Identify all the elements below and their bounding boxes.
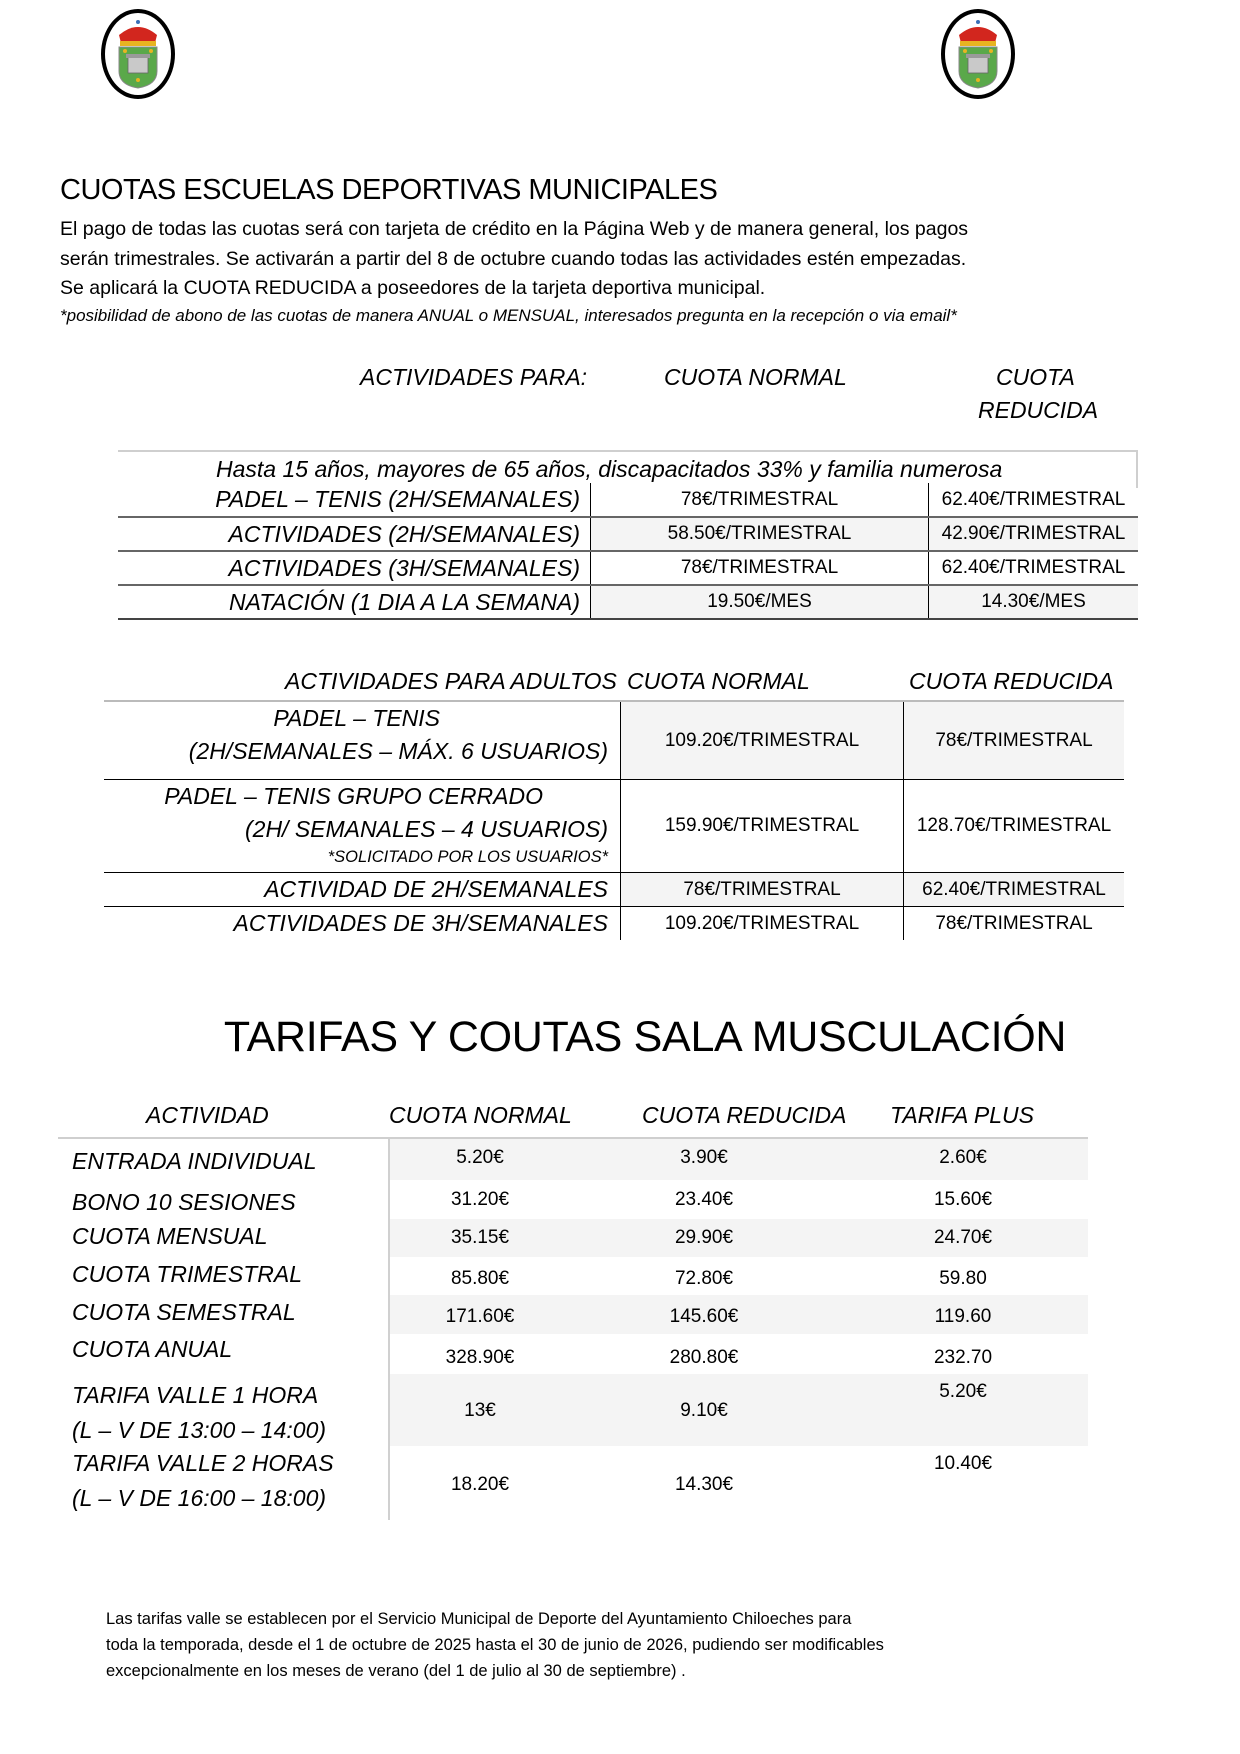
table-row [58, 1374, 1088, 1446]
row-reduced: 280.80€ [669, 1347, 739, 1368]
table-row [58, 1180, 1088, 1219]
row-plus: 119.60 [838, 1295, 1088, 1334]
row-reduced: 78€/TRIMESTRAL [903, 702, 1124, 779]
table-row [58, 1219, 1088, 1257]
table-row [58, 1334, 1088, 1374]
gym-header-normal: CUOTA NORMAL [389, 1102, 572, 1128]
row-activity-line2: (L – V DE 16:00 – 18:00) [72, 1485, 327, 1511]
row-activity [104, 702, 620, 779]
gym-title: TARIFAS Y COUTAS SALA MUSCULACIÓN [223, 1013, 1067, 1061]
row-normal: 109.20€/TRIMESTRAL [620, 907, 903, 940]
row-activity [58, 1374, 388, 1446]
row-normal: 78€/TRIMESTRAL [590, 483, 928, 516]
row-normal: 13€ [388, 1374, 570, 1446]
row-activity: ACTIVIDADES (2H/SEMANALES) [228, 521, 580, 547]
table-row [58, 1295, 1088, 1334]
schools-intro [60, 215, 968, 328]
row-reduced: 62.40€/TRIMESTRAL [928, 483, 1138, 516]
table-row [58, 1139, 1088, 1180]
row-activity: ACTIVIDADES DE 3H/SEMANALES [233, 910, 608, 936]
row-plus: 24.70€ [838, 1219, 1088, 1257]
row-activity: NATACIÓN (1 DIA A LA SEMANA) [228, 589, 580, 615]
table-row [104, 872, 1124, 906]
row-normal: 78€/TRIMESTRAL [590, 552, 928, 584]
row-reduced: 72.80€ [674, 1268, 734, 1289]
footer-line: excepcionalmente en los meses de verano (del 1 de julio al 30 de septiembre) . [106, 1662, 686, 1680]
row-reduced: 14.30€/MES [928, 586, 1138, 618]
row-activity: ACTIVIDADES (3H/SEMANALES) [228, 555, 580, 581]
row-activity: CUOTA ANUAL [72, 1336, 233, 1362]
row-normal: 58.50€/TRIMESTRAL [590, 518, 928, 550]
row-plus: 5.20€ [838, 1374, 1088, 1446]
row-reduced: 62.40€/TRIMESTRAL [903, 873, 1124, 906]
youth-header-activity: ACTIVIDADES PARA: [360, 364, 588, 390]
adults-header-activity: ACTIVIDADES PARA ADULTOS [285, 668, 617, 694]
row-reduced: 29.90€ [570, 1219, 838, 1257]
row-plus: 2.60€ [838, 1139, 1088, 1180]
coat-of-arms-icon [951, 19, 1005, 89]
table-row [118, 518, 1138, 552]
row-plus: 232.70 [933, 1347, 993, 1368]
valley-rates-note [106, 1606, 884, 1684]
row-plus: 59.80 [939, 1268, 987, 1289]
row-normal: 171.60€ [388, 1295, 570, 1334]
footer-line: toda la temporada, desde el 1 de octubre de 2025 hasta el 30 de junio de 2026, pudiendo ser modificables [106, 1636, 884, 1654]
youth-group-label: Hasta 15 años, mayores de 65 años, discapacitados 33% y familia numerosa [216, 456, 1003, 482]
row-reduced: 3.90€ [570, 1139, 838, 1180]
row-activity-note: *SOLICITADO POR LOS USUARIOS* [327, 848, 608, 866]
row-activity [104, 780, 620, 872]
row-normal: 19.50€/MES [590, 586, 928, 618]
row-activity-line2: (2H/SEMANALES – MÁX. 6 USUARIOS) [188, 738, 608, 764]
table-row [104, 700, 1124, 779]
row-reduced: 14.30€ [674, 1474, 734, 1495]
row-activity: CUOTA TRIMESTRAL [72, 1261, 303, 1287]
table-row [118, 586, 1138, 620]
table-row [118, 552, 1138, 586]
row-reduced: 42.90€/TRIMESTRAL [928, 518, 1138, 550]
row-activity: ENTRADA INDIVIDUAL [72, 1148, 317, 1174]
row-normal: 18.20€ [388, 1446, 570, 1520]
gym-header-reduced: CUOTA REDUCIDA [642, 1102, 847, 1128]
footer-line: Las tarifas valle se establecen por el Servicio Municipal de Deporte del Ayuntamiento Chiloeches para [106, 1610, 852, 1628]
table-row [104, 779, 1124, 872]
table-row [104, 906, 1124, 940]
row-activity-line1: TARIFA VALLE 2 HORAS [72, 1450, 334, 1476]
row-normal: 5.20€ [388, 1139, 570, 1180]
youth-group-band [118, 450, 1138, 482]
row-reduced: 128.70€/TRIMESTRAL [903, 780, 1124, 872]
row-activity-line2: (2H/ SEMANALES – 4 USUARIOS) [245, 816, 608, 842]
intro-line: El pago de todas las cuotas será con tarjeta de crédito en la Página Web y de manera general, los pagos [60, 218, 969, 240]
gym-header-plus: TARIFA PLUS [890, 1102, 1034, 1128]
table-row [118, 483, 1138, 518]
row-reduced: 62.40€/TRIMESTRAL [928, 552, 1138, 584]
payment-note: *posibilidad de abono de las cuotas de manera ANUAL o MENSUAL, interesados pregunta en la recepción o via email* [60, 305, 957, 325]
row-activity: CUOTA MENSUAL [58, 1219, 388, 1257]
row-normal: 159.90€/TRIMESTRAL [620, 780, 903, 872]
row-activity: PADEL – TENIS (2H/SEMANALES) [215, 486, 580, 512]
row-activity: CUOTA SEMESTRAL [58, 1295, 388, 1334]
coat-of-arms-logo-left [101, 9, 175, 99]
intro-line: Se aplicará la CUOTA REDUCIDA a poseedores de la tarjeta deportiva municipal. [60, 277, 766, 299]
row-reduced: 145.60€ [570, 1295, 838, 1334]
youth-header-reduced-1: CUOTA [996, 364, 1075, 390]
schools-title: CUOTAS ESCUELAS DEPORTIVAS MUNICIPALES [60, 174, 718, 206]
row-normal: 78€/TRIMESTRAL [620, 873, 903, 906]
coat-of-arms-icon [111, 19, 165, 89]
row-normal: 109.20€/TRIMESTRAL [620, 702, 903, 779]
row-activity-line1: TARIFA VALLE 1 HORA [72, 1382, 319, 1408]
row-activity-line1: PADEL – TENIS [273, 705, 440, 731]
adults-header-normal: CUOTA NORMAL [627, 668, 810, 694]
row-normal: 85.80€ [388, 1257, 570, 1295]
row-reduced: 78€/TRIMESTRAL [903, 907, 1124, 940]
table-row [58, 1446, 1088, 1520]
row-plus: 15.60€ [933, 1189, 993, 1210]
row-normal: 35.15€ [388, 1219, 570, 1257]
row-reduced: 9.10€ [570, 1374, 838, 1446]
row-activity: BONO 10 SESIONES [72, 1189, 296, 1215]
row-activity [58, 1446, 388, 1520]
youth-header-normal: CUOTA NORMAL [664, 364, 847, 390]
row-plus: 10.40€ [933, 1453, 993, 1474]
adults-header-reduced: CUOTA REDUCIDA [909, 668, 1114, 694]
youth-header-reduced-2: REDUCIDA [978, 397, 1099, 423]
intro-line: serán trimestrales. Se activarán a partir del 8 de octubre cuando todas las actividades estén empezadas. [60, 247, 967, 270]
row-normal: 31.20€ [388, 1180, 570, 1219]
table-row [58, 1257, 1088, 1295]
row-reduced: 23.40€ [674, 1189, 734, 1210]
row-activity-line1: PADEL – TENIS GRUPO CERRADO [164, 783, 543, 809]
coat-of-arms-logo-right [941, 9, 1015, 99]
row-normal: 328.90€ [388, 1334, 570, 1374]
row-activity: ACTIVIDAD DE 2H/SEMANALES [104, 873, 620, 906]
gym-header-activity: ACTIVIDAD [146, 1102, 269, 1128]
row-activity-line2: (L – V DE 13:00 – 14:00) [72, 1417, 327, 1443]
